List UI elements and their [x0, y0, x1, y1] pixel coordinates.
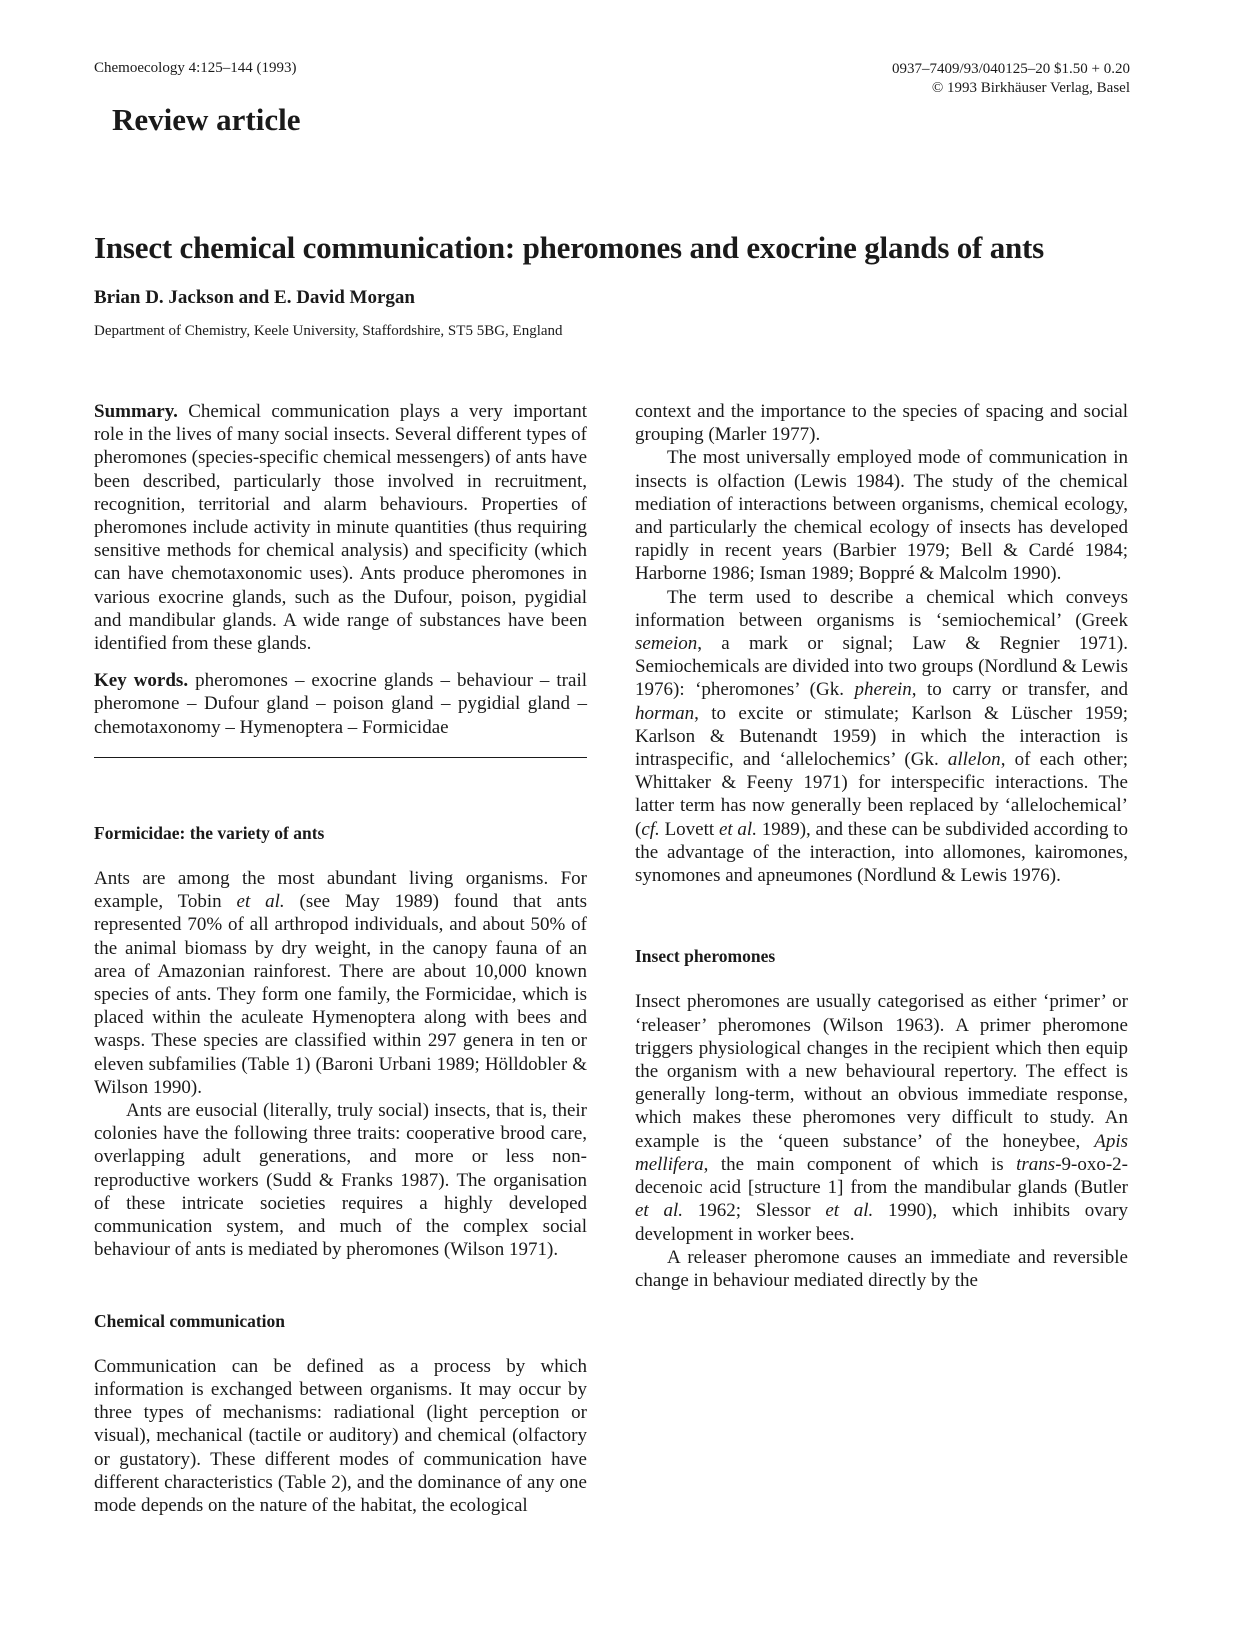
section-heading-insect-pheromones: Insect pheromones [635, 946, 776, 967]
summary-paragraph [94, 400, 587, 655]
text-run: , a mark or signal; Law & Regnier 1971). Semiochemicals are divided into two groups (Nordlund & Lewis 1976): ‘pheromones’ (Gk. [635, 633, 1128, 701]
paper-title: Insect chemical communication: pheromones and exocrine glands of ants [94, 230, 1045, 265]
italic-run: horman [635, 702, 695, 724]
italic-run: Apis mellifera [635, 1130, 1128, 1175]
italic-run: et al. [236, 891, 285, 913]
publication-info [892, 60, 1130, 98]
text-run: 1962; Slessor [682, 1200, 826, 1222]
journal-reference: Chemoecology 4:125–144 (1993) [94, 60, 297, 76]
italic-run: semeion [635, 633, 698, 655]
chemical-communication-paragraph-1: Communication can be defined as a process by which information is exchanged between organisms. It may occur by three types of mechanisms: radiational (light perception or visual), mechanical (tactile or auditory) and chemical (olfactory or gustatory). These different modes of communication have different characteristics (Table 2), and the dominance of any one mode depends on the nature of the habitat, the ecological [94, 1355, 587, 1516]
affiliation: Department of Chemistry, Keele University, Staffordshire, ST5 5BG, England [94, 323, 563, 339]
text-run: 1990), which inhibits ovary development in worker bees. [635, 1200, 1128, 1245]
formicidae-paragraph-2: Ants are eusocial (literally, truly social) insects, that is, their colonies have the following three traits: cooperative brood care, overlapping adult generations, and more or less non-reproductive workers (Sudd & Franks 1987). The organisation of these intricate societies requires a highly developed communication system, and much of the complex social behaviour of ants is mediated by pheromones (Wilson 1971). [94, 1100, 587, 1261]
text-run: The term used to describe a chemical which conveys information between organisms is ‘semiochemical’ (Greek [635, 586, 1128, 631]
text-run: , the main component of which is [703, 1153, 1017, 1175]
right-column [635, 400, 1128, 1292]
italic-run: allelon [947, 749, 1001, 771]
text-run: Ants are among the most abundant living organisms. For example, Tobin [94, 868, 587, 913]
abstract-divider [94, 757, 587, 758]
italic-run: et al. [718, 818, 757, 840]
italic-run: et al. [635, 1200, 683, 1222]
text-run: , to excite or stimulate; Karlson & Lüscher 1959; Karlson & Butenandt 1959) in which the interaction is intraspecific, and ‘allelochemics’ (Gk. [635, 702, 1128, 771]
italic-run: et al. [825, 1200, 874, 1222]
insect-pheromones-paragraph-2: A releaser pheromone causes an immediate and reversible change in behaviour mediated directly by the [635, 1246, 1128, 1291]
text-run: , to carry or transfer, and [911, 679, 1128, 701]
italic-run: cf. [641, 818, 660, 840]
summary-text: Chemical communication plays a very important role in the lives of many social insects. Several different types of pheromones (species-specific chemical messengers) of ants have been described, particularly those involved in recruitment, recognition, territorial and alarm behaviours. Properties of pheromones include activity in minute quantities (thus requiring sensitive methods for chemical analysis) and specificity (which can have chemotaxonomic uses). Ants produce pheromones in various exocrine glands, such as the Dufour, poison, pygidial and mandibular glands. A wide range of substances have been identified from these glands. [94, 401, 587, 655]
summary-label: Summary. [94, 401, 178, 422]
text-run: 1989), and these can be subdivided according to the advantage of the interaction, into allomones, kairomones, synomones and apneumones (Nordlund & Lewis 1976). [635, 818, 1128, 887]
section-heading-chemical-communication: Chemical communication [94, 1310, 286, 1331]
keywords-paragraph [94, 669, 587, 739]
issn-price: 0937–7409/93/040125–20 $1.50 + 0.20 [891, 61, 1130, 77]
copyright-line: © 1993 Birkhäuser Verlag, Basel [931, 80, 1130, 96]
text-run: Insect pheromones are usually categorised as either ‘primer’ or ‘releaser’ pheromones (Wilson 1963). A primer pheromone triggers physiological changes in the recipient which then equip the organism with a new behavioural repertory. The effect is generally long-term, without an obvious immediate response, which makes these pheromones very difficult to study. An example is the ‘queen substance’ of the honeybee, [635, 991, 1128, 1152]
italic-run: pherein [854, 679, 912, 701]
section-heading-formicidae: Formicidae: the variety of ants [94, 822, 325, 843]
chemical-communication-paragraph-3 [635, 586, 1128, 888]
chemical-communication-paragraph-2: The most universally employed mode of communication in insects is olfaction (Lewis 1984). The study of the chemical mediation of interactions between organisms, chemical ecology, and particularly the chemical ecology of insects has developed rapidly in recent years (Barbier 1979; Bell & Cardé 1984; Harborne 1986; Isman 1989; Boppré & Malcolm 1990). [635, 447, 1128, 585]
chemical-communication-paragraph-1-continued: context and the importance to the species of spacing and social grouping (Marler 1977). [635, 401, 1128, 446]
italic-run: trans [1016, 1153, 1056, 1175]
text-run: (see May 1989) found that ants represented 70% of all arthropod individuals, and about 50% of the animal biomass by dry weight, in the canopy fauna of an area of Amazonian rainforest. There are about 10,000 known species of ants. They form one family, the Formicidae, which is placed within the aculeate Hymenoptera along with bees and wasps. These species are classified within 297 genera in ten or eleven subfamilies (Table 1) (Baroni Urbani 1989; Hölldobler & Wilson 1990). [94, 891, 587, 1098]
text-run: Lovett [659, 818, 719, 840]
article-type: Review article [112, 102, 301, 137]
insect-pheromones-paragraph-1 [635, 990, 1128, 1245]
left-column [94, 400, 587, 1517]
text-run: , of each other; Whittaker & Feeny 1971) for interspecific interactions. The latter term has now generally been replaced by ‘allelochemical’ ( [635, 749, 1128, 840]
keywords-text: pheromones – exocrine glands – behaviour – trail pheromone – Dufour gland – poison gland – pygidial gland – chemotaxonomy – Hymenoptera – Formicidae [94, 670, 588, 738]
keywords-label: Key words. [94, 670, 189, 692]
text-run: -9-oxo-2-decenoic acid [structure 1] from the mandibular glands (Butler [635, 1153, 1128, 1199]
formicidae-paragraph-1 [94, 867, 587, 1099]
authors: Brian D. Jackson and E. David Morgan [94, 287, 415, 308]
